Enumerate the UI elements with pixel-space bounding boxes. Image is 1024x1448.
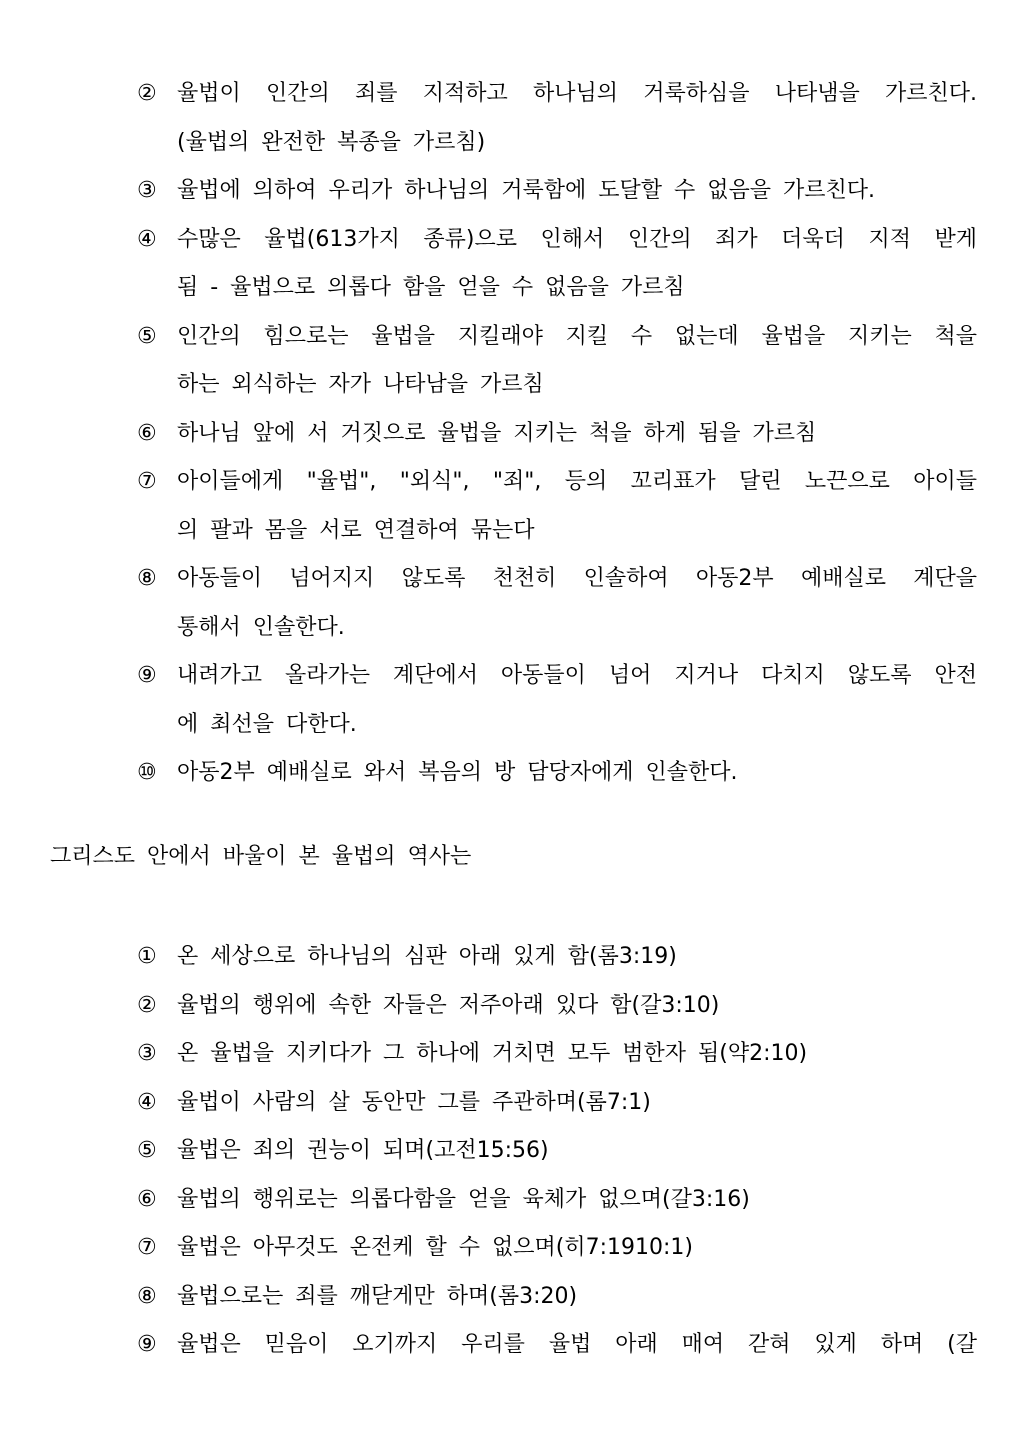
list-item — [137, 982, 977, 1031]
list-item-line: 율법은 아무것도 온전케 할 수 없으며(히7:1910:1) — [177, 1235, 693, 1260]
list-item — [137, 458, 977, 555]
list-marker: ④ — [137, 1089, 157, 1115]
list-item — [137, 1224, 977, 1273]
list-item — [137, 555, 977, 652]
list-item — [137, 1176, 977, 1225]
list-item-line: 하나님 앞에 서 거짓으로 율법을 지키는 척을 하게 됨을 가르침 — [177, 420, 817, 446]
list-item — [137, 1079, 977, 1128]
list-item-line: 율법이 인간의 죄를 지적하고 하나님의 거룩하심을 나타냄을 가르친다. — [177, 81, 977, 106]
list-item-line: 내려가고 올라가는 계단에서 아동들이 넘어 지거나 다치지 않도록 안전 — [177, 663, 977, 688]
list-marker: ④ — [137, 226, 157, 252]
list-item-line: 의 팔과 몸을 서로 연결하여 묶는다 — [177, 517, 535, 543]
list-marker: ② — [137, 81, 157, 106]
list-item — [137, 70, 977, 167]
list-marker: ⑦ — [137, 469, 157, 494]
list-item-line: 율법은 죄의 권능이 되며(고전15:56) — [177, 1138, 549, 1163]
list-marker: ② — [137, 992, 157, 1018]
list-item — [137, 1321, 977, 1370]
list-marker: ③ — [137, 1041, 157, 1066]
list-item-line: 됨 - 율법으로 의롭다 함을 얻을 수 없음을 가르침 — [177, 275, 685, 300]
list-item-line: 율법의 행위에 속한 자들은 저주아래 있다 함(갈3:10) — [177, 992, 720, 1018]
list-item — [137, 313, 977, 410]
list-item-line: 수많은 율법(613가지 종류)으로 인해서 인간의 죄가 더욱더 지적 받게 — [177, 226, 977, 252]
list-marker: ⑤ — [137, 323, 157, 349]
list-item-line: 율법의 행위로는 의롭다함을 얻을 육체가 없으며(갈3:16) — [177, 1186, 750, 1212]
list-marker: ⑥ — [137, 1186, 157, 1212]
list-item-line: 온 세상으로 하나님의 심판 아래 있게 함(롬3:19) — [177, 944, 677, 969]
list-item — [137, 652, 977, 749]
list-item-line: 인간의 힘으로는 율법을 지킬래야 지킬 수 없는데 율법을 지키는 척을 — [177, 323, 977, 349]
list-item-line: 아동2부 예배실로 와서 복음의 방 담당자에게 인솔한다. — [177, 760, 738, 785]
list-marker: ⑦ — [137, 1235, 157, 1260]
list-marker: ③ — [137, 178, 157, 203]
section-heading: 그리스도 안에서 바울이 본 율법의 역사는 — [50, 844, 472, 869]
list-item — [137, 1127, 977, 1176]
list-item — [137, 749, 977, 798]
list-item-line: 율법은 믿음이 오기까지 우리를 율법 아래 매여 갇혀 있게 하며 (갈 — [177, 1332, 977, 1357]
list-item — [137, 933, 977, 982]
list-item — [137, 216, 977, 313]
list-marker: ⑧ — [137, 1283, 157, 1309]
list-item — [137, 1030, 977, 1079]
list-marker: ⑩ — [137, 760, 157, 785]
list-marker: ① — [137, 944, 157, 969]
list-item-line: (율법의 완전한 복종을 가르침) — [177, 129, 486, 155]
list-item-line: 율법이 사람의 살 동안만 그를 주관하며(롬7:1) — [177, 1089, 651, 1115]
list-marker: ⑨ — [137, 663, 157, 688]
list-item-line: 에 최선을 다한다. — [177, 711, 357, 737]
list-item-line: 율법에 의하여 우리가 하나님의 거룩함에 도달할 수 없음을 가르친다. — [177, 178, 875, 203]
list-marker: ⑧ — [137, 566, 157, 591]
list-item-line: 아동들이 넘어지지 않도록 천천히 인솔하여 아동2부 예배실로 계단을 — [177, 566, 977, 591]
list-item-line: 하는 외식하는 자가 나타남을 가르침 — [177, 372, 544, 397]
list-item-line: 율법으로는 죄를 깨닫게만 하며(롬3:20) — [177, 1283, 578, 1309]
bottom-numbered-list — [137, 933, 977, 1370]
list-item — [137, 410, 977, 459]
list-marker: ⑨ — [137, 1332, 157, 1357]
list-item-line: 아이들에게 "율법", "외식", "죄", 등의 꼬리표가 달린 노끈으로 아이들 — [177, 469, 977, 494]
list-item-line: 통해서 인솔한다. — [177, 614, 345, 640]
list-item-line: 온 율법을 지키다가 그 하나에 거치면 모두 범한자 됨(약2:10) — [177, 1041, 808, 1066]
list-item — [137, 1273, 977, 1322]
list-marker: ⑥ — [137, 420, 157, 446]
top-numbered-list — [137, 70, 977, 798]
list-marker: ⑤ — [137, 1138, 157, 1163]
list-item — [137, 167, 977, 216]
